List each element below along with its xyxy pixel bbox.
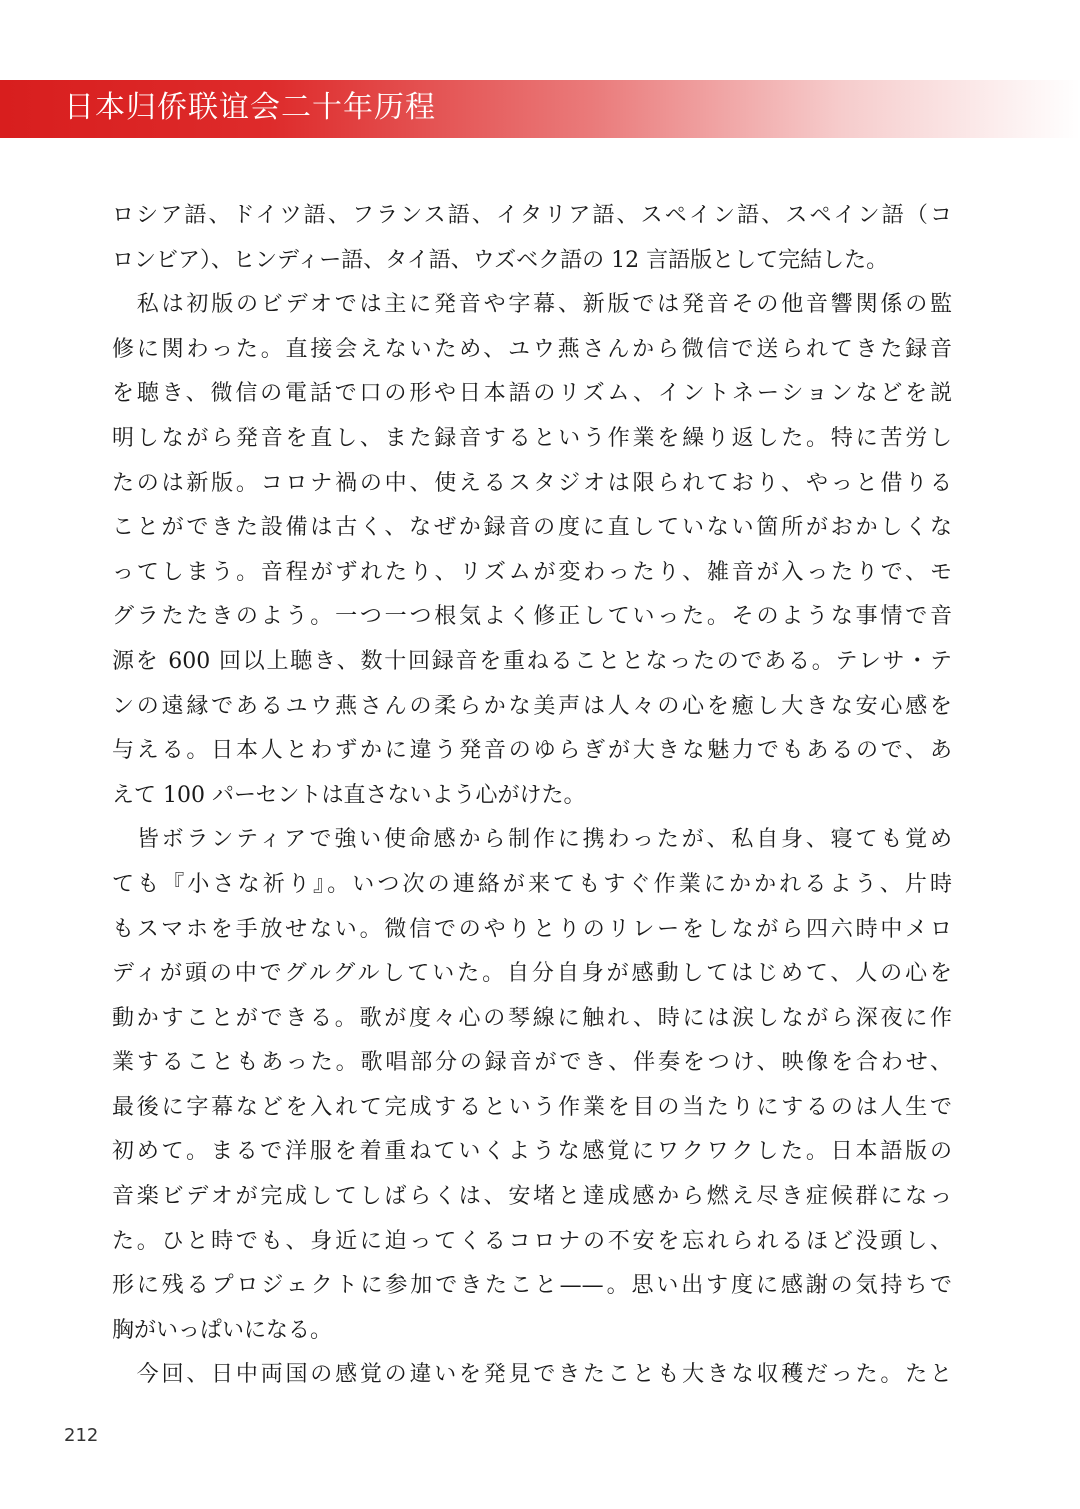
text-line: 今回、日中両国の感覚の違いを発見できたことも大きな収穫だった。たと: [112, 1362, 952, 1388]
text-line: ロシア語、ドイツ語、フランス語、イタリア語、スペイン語、スペイン語（コ: [112, 203, 952, 228]
text-line: 皆ボランティアで強い使命感から制作に携わったが、私自身、寝ても覚め: [112, 827, 952, 853]
text-line: たのは新版。コロナ禍の中、使えるスタジオは限られており、やっと借りる: [112, 470, 952, 496]
text-line: を聴き、微信の電話で口の形や日本語のリズム、イントネーションなどを説: [112, 381, 952, 407]
text-line: グラたたきのよう。一つ一つ根気よく修正していった。そのような事情で音: [112, 604, 952, 630]
text-line: ロンビア）、ヒンディー語、タイ語、ウズベク語の 12 言語版として完結した。: [112, 247, 889, 273]
text-line: 私は初版のビデオでは主に発音や字幕、新版では発音その他音響関係の監: [112, 292, 952, 318]
text-line: 胸がいっぱいになる。: [112, 1317, 333, 1343]
text-line: えて 100 パーセントは直さないよう心がけた。: [112, 782, 586, 808]
text-line: ことができた設備は古く、なぜか録音の度に直していない箇所がおかしくな: [112, 515, 952, 541]
text-line: 初めて。まるで洋服を着重ねていくような感覚にワクワクした。日本語版の: [112, 1139, 952, 1165]
chapter-title: 日本归侨联谊会二十年历程: [64, 90, 436, 125]
text-line: 形に残るプロジェクトに参加できたこと——。思い出す度に感謝の気持ちで: [112, 1273, 952, 1299]
page-number: 212: [64, 1425, 99, 1446]
chapter-header-band: [0, 80, 1080, 138]
text-line: 明しながら発音を直し、また録音するという作業を繰り返した。特に苦労し: [112, 425, 952, 451]
text-line: 音楽ビデオが完成してしばらくは、安堵と達成感から燃え尽き症候群になっ: [112, 1184, 952, 1210]
text-line: 動かすことができる。歌が度々心の琴線に触れ、時には涙しながら深夜に作: [112, 1005, 952, 1031]
text-line: 業することもあった。歌唱部分の録音ができ、伴奏をつけ、映像を合わせ、: [112, 1050, 952, 1076]
text-line: ても『小さな祈り』。いつ次の連絡が来てもすぐ作業にかかれるよう、片時: [112, 871, 952, 897]
text-line: ンの遠縁であるユウ燕さんの柔らかな美声は人々の心を癒し大きな安心感を: [112, 693, 952, 719]
text-line: 修に関わった。直接会えないため、ユウ燕さんから微信で送られてきた録音: [112, 336, 952, 362]
text-line: た。ひと時でも、身近に迫ってくるコロナの不安を忘れられるほど没頭し、: [112, 1228, 952, 1254]
text-line: ってしまう。音程がずれたり、リズムが変わったり、雑音が入ったりで、モ: [112, 559, 952, 585]
text-line: 最後に字幕などを入れて完成するという作業を目の当たりにするのは人生で: [112, 1094, 952, 1120]
text-line: ディが頭の中でグルグルしていた。自分自身が感動してはじめて、人の心を: [112, 961, 952, 987]
text-line: 源を 600 回以上聴き、数十回録音を重ねることとなったのである。テレサ・テ: [112, 648, 952, 674]
body-text: [112, 194, 952, 1398]
text-line: もスマホを手放せない。微信でのやりとりのリレーをしながら四六時中メロ: [112, 916, 952, 942]
text-line: 与える。日本人とわずかに違う発音のゆらぎが大きな魅力でもあるので、あ: [112, 738, 952, 764]
